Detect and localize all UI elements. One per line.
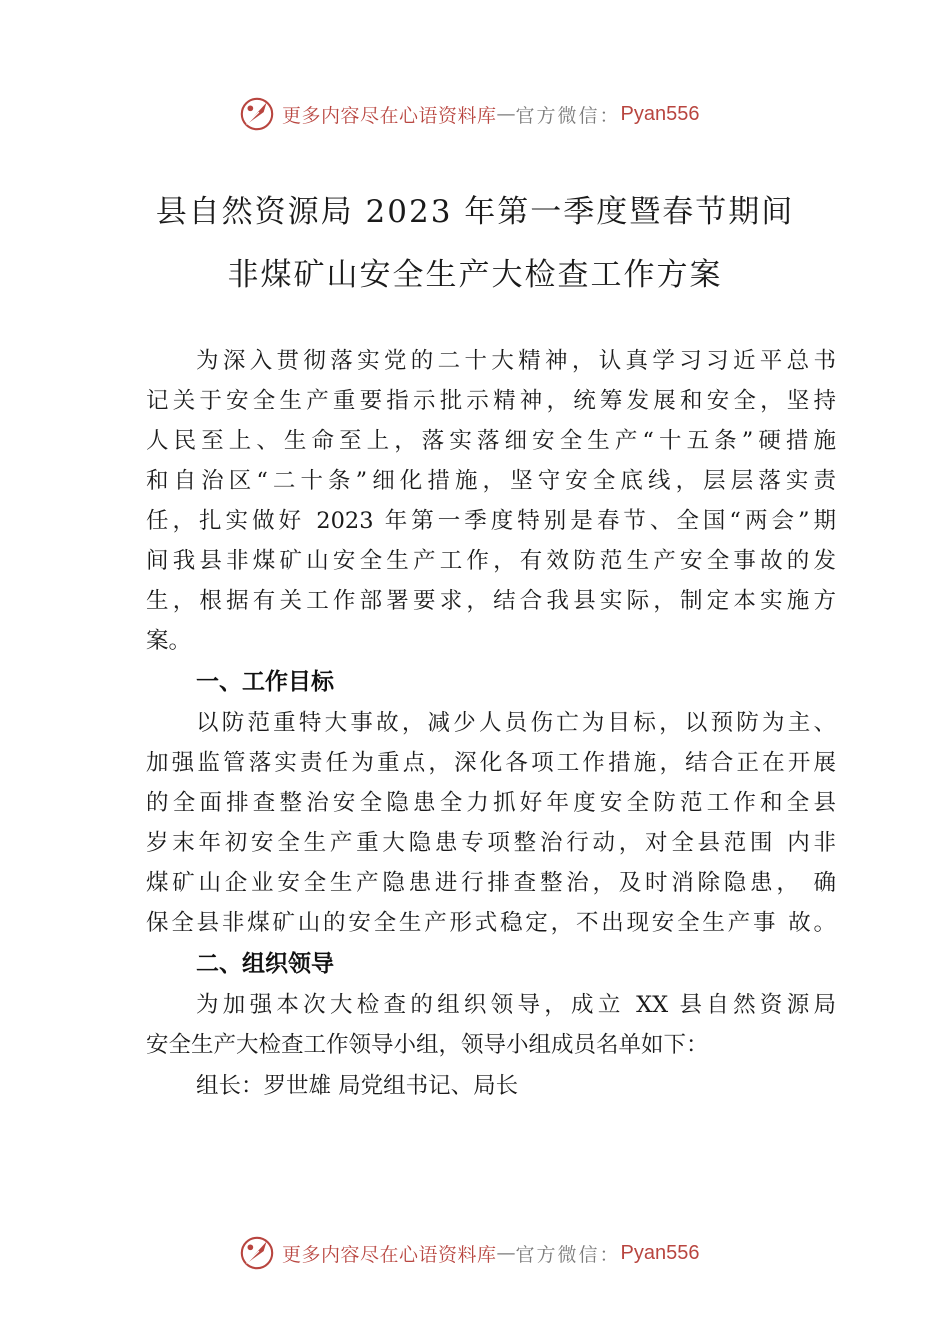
watermark-brand-text: 更多内容尽在心语资料库	[282, 104, 497, 127]
paragraph-line: 保全县非煤矿山的安全生产形式稳定，不出现安全生产事 故。	[146, 910, 836, 936]
watermark-wechat-id: Pyan556	[620, 102, 700, 125]
watermark-banner-bottom	[238, 1233, 700, 1273]
paragraph-line: 组长：罗世雄 局党组书记、局长	[196, 1073, 519, 1099]
watermark-dash: —	[496, 1242, 516, 1264]
paragraph-line: 任，扎实做好 2023 年第一季度特别是春节、全国“两会”期	[146, 508, 836, 534]
paragraph-line: 的全面排查整治安全隐患全力抓好年度安全防范工作和全县	[146, 790, 836, 816]
paragraph-line: 人民至上、生命至上，落实落细安全生产“十五条”硬措施	[146, 428, 836, 454]
document-title-line-1: 县自然资源局 2023 年第一季度暨春节期间	[155, 194, 795, 230]
watermark-wechat-label: 官方微信：	[515, 1243, 621, 1266]
watermark-wechat-label: 官方微信：	[515, 104, 621, 127]
paragraph-line: 为深入贯彻落实党的二十大精神，认真学习习近平总书	[196, 348, 836, 374]
section-heading-organization: 二、组织领导	[196, 951, 334, 977]
paragraph-line: 和自治区“二十条”细化措施，坚守安全底线，层层落实责	[146, 468, 836, 494]
paragraph-line: 以防范重特大事故，减少人员伤亡为目标，以预防为主、	[196, 710, 836, 736]
paragraph-line: 煤矿山企业安全生产隐患进行排查整治，及时消除隐患， 确	[146, 870, 836, 896]
section-heading-goals: 一、工作目标	[196, 669, 334, 695]
watermark-wechat-id: Pyan556	[620, 1241, 700, 1264]
paragraph-line: 生，根据有关工作部署要求，结合我县实际，制定本实施方	[146, 588, 836, 614]
quill-logo-icon	[238, 1234, 276, 1272]
paragraph-line: 案。	[146, 628, 192, 654]
paragraph-line: 记关于安全生产重要指示批示精神，统筹发展和安全，坚持	[146, 388, 836, 414]
document-title-line-2: 非煤矿山安全生产大检查工作方案	[227, 257, 723, 293]
paragraph-line: 岁末年初安全生产重大隐患专项整治行动，对全县范围 内非	[146, 830, 836, 856]
paragraph-line: 为加强本次大检查的组织领导，成立 XX 县自然资源局	[196, 992, 836, 1018]
quill-logo-icon	[238, 95, 276, 133]
paragraph-line: 安全生产大检查工作领导小组，领导小组成员名单如下：	[146, 1032, 709, 1058]
watermark-brand-text: 更多内容尽在心语资料库	[282, 1243, 497, 1266]
watermark-dash: —	[496, 103, 516, 125]
paragraph-line: 加强监管落实责任为重点，深化各项工作措施，结合正在开展	[146, 750, 836, 776]
watermark-banner-top	[238, 94, 700, 134]
paragraph-line: 间我县非煤矿山安全生产工作，有效防范生产安全事故的发	[146, 548, 836, 574]
